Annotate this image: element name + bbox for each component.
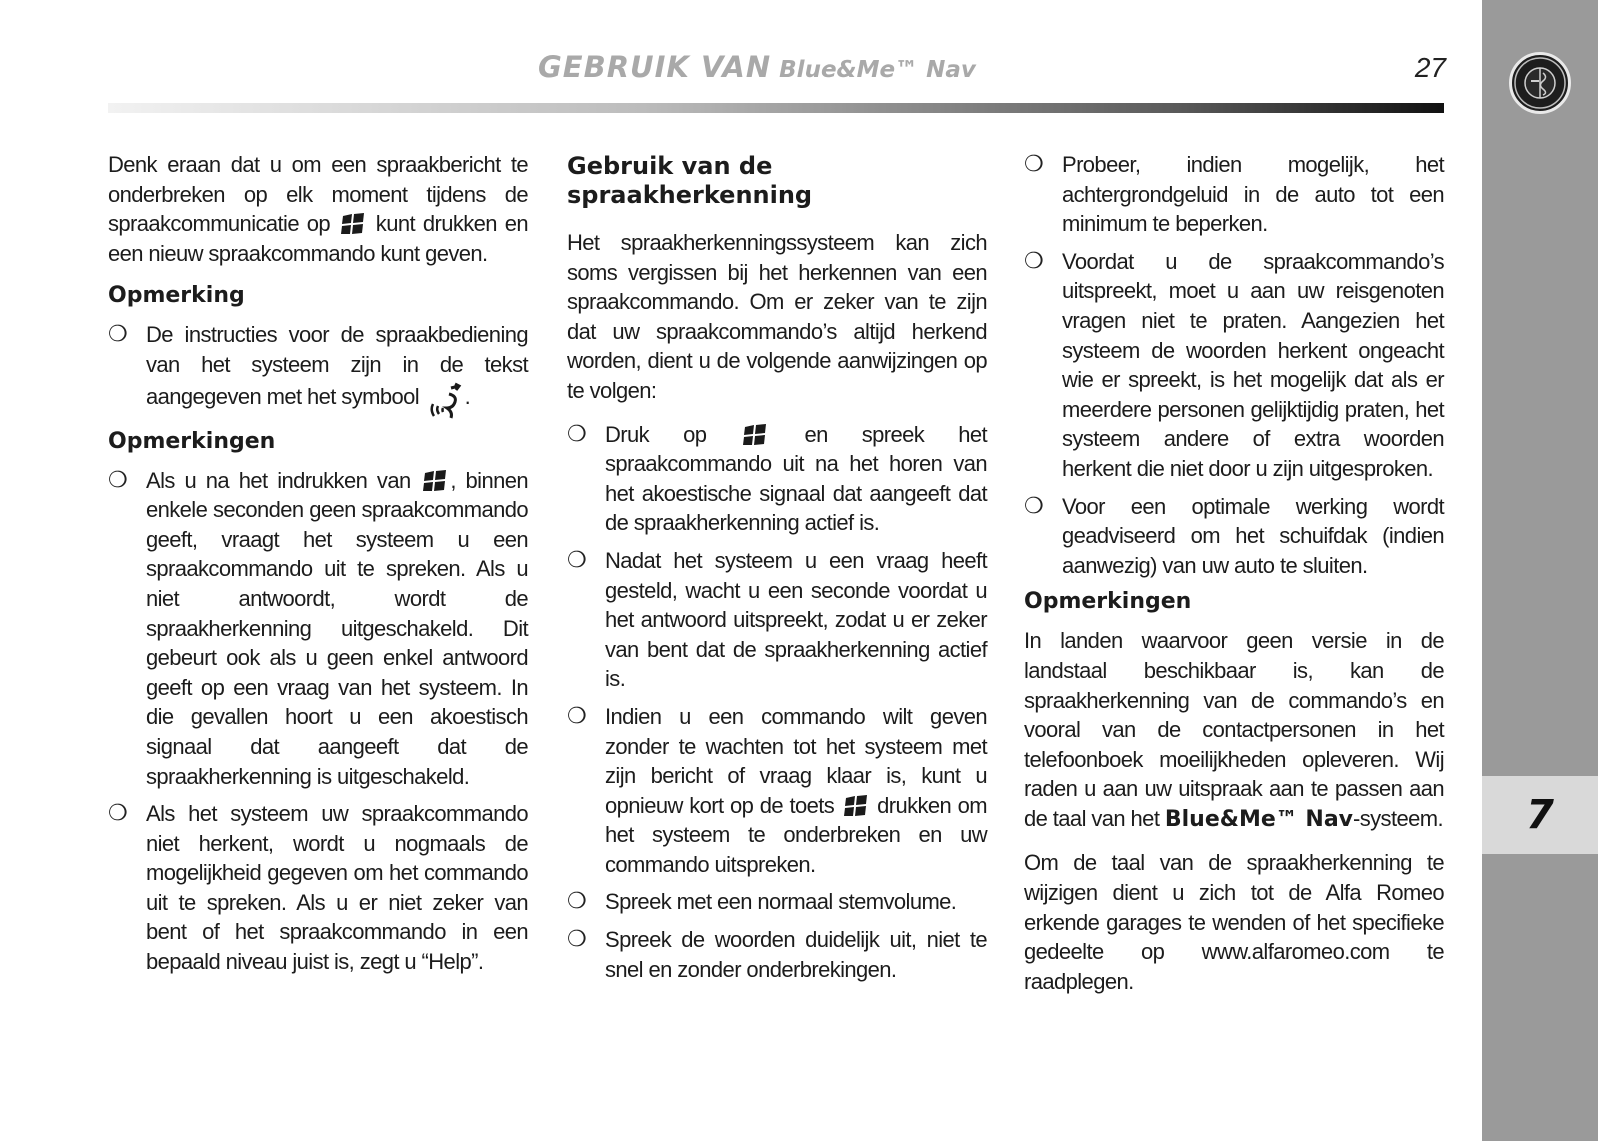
tip6-text: Probeer, indien mogelijk, het achtergrondgeluid in de auto tot een minimum te beperken.	[1062, 152, 1444, 237]
tips-list	[567, 420, 987, 985]
notes-item2-text: Als het systeem uw spraakcommando niet herkent, wordt u nogmaals de mogelijkheid gegeven om het commando uit te spreken. Als u er niet zeker van bent of het spraakcommando in een bepaald niveau juist is, zegt u “Help”.	[146, 801, 528, 975]
header-rule	[108, 103, 1444, 113]
list-item	[567, 925, 987, 984]
language-text: In landen waarvoor geen versie in de landstaal beschikbaar is, kan de spraakherkenning van de commando’s en vooral van de contactpersonen in het telefoonboek moeilijkheden opleveren. Wij raden u aan uw uitspraak aan te passen aan de taal van het	[1024, 628, 1444, 831]
bullet-icon: ❍	[567, 927, 587, 953]
language-text-end: -systeem.	[1353, 805, 1443, 831]
note-item-text: De instructies voor de spraakbediening van het systeem zijn in de tekst aangegeven met het symbool	[146, 322, 528, 409]
bullet-icon: ❍	[1024, 248, 1044, 274]
talk-key-icon	[340, 213, 366, 235]
tip1-after: en spreek het spraakcommando uit na het horen van het akoestische signaal dat aangeeft dat de spraakherkenning actief is.	[605, 421, 988, 536]
notes-list	[108, 466, 528, 977]
notes-item1-before: Als u na het indrukken van	[146, 467, 411, 493]
tip1-before: Druk op	[605, 421, 707, 447]
bullet-icon: ❍	[567, 703, 587, 729]
header-title-main: GEBRUIK VAN	[538, 50, 772, 84]
chapter-tab: 7	[1482, 776, 1598, 854]
alfa-romeo-logo-icon	[1509, 52, 1571, 114]
list-item	[1024, 492, 1444, 581]
bullet-icon: ❍	[108, 467, 128, 493]
tip3-after: drukken om het systeem te onderbreken en uw commando uitspreken.	[605, 792, 988, 877]
notes-heading: Opmerkingen	[108, 428, 276, 454]
list-item	[108, 320, 528, 419]
list-item	[1024, 247, 1444, 484]
column-2	[567, 150, 987, 992]
talk-key-icon	[843, 795, 869, 817]
talk-key-icon	[422, 470, 448, 492]
tip5-text: Spreek de woorden duidelijk uit, niet te snel en zonder onderbrekingen.	[605, 927, 987, 982]
language-paragraph	[1024, 626, 1444, 834]
note-heading: Opmerking	[108, 283, 245, 309]
talk-key-icon	[742, 424, 768, 446]
voice-command-icon	[429, 380, 465, 420]
list-item	[567, 702, 987, 880]
section-intro: Het spraakherkenningssysteem kan zich soms vergissen bij het herkennen van een spraakcommando. Om er zeker van te zijn dat uw spraakcommando’s altijd herkend worden, dient u de volgende aanwijzingen op te volgen:	[567, 230, 987, 403]
bullet-icon: ❍	[1024, 493, 1044, 519]
list-item	[1024, 150, 1444, 239]
section-heading: Gebruik van de spraakherkenning	[567, 152, 813, 209]
notes-item1-after: , binnen enkele seconden geen spraakcommando geeft, vraagt het systeem u een spraakcommando uit te spreken. Als u niet antwoordt, wordt de spraakherkenning uitgeschakeld. Dit gebeurt ook als u geen enkel antwoord geeft op een vraag van het systeem. In die gevallen hoort u een akoestisch signaal dat aangeeft dat de spraakherkenning is uitgeschakeld.	[146, 467, 528, 789]
note-item-end: .	[464, 383, 471, 409]
page-number: 27	[1414, 52, 1446, 83]
tip4-text: Spreek met een normaal stemvolume.	[605, 889, 957, 915]
header-title-product: Blue&Me™ Nav	[779, 57, 976, 83]
bullet-icon: ❍	[567, 889, 587, 915]
list-item	[108, 466, 528, 792]
bullet-icon: ❍	[567, 421, 587, 447]
change-language-paragraph: Om de taal van de spraakherkenning te wijzigen dient u zich tot de Alfa Romeo erkende garages te wenden of het specifieke gedeelte op www.alfaromeo.com te raadplegen.	[1024, 850, 1444, 994]
list-item	[567, 546, 987, 694]
notes-heading-2: Opmerkingen	[1024, 589, 1192, 615]
bullet-icon: ❍	[1024, 152, 1044, 177]
tip7-text: Voordat u de spraakcommando’s uitspreekt, moet u aan uw reisgenoten vragen niet te praten. Aangezien het systeem de woorden herkent ongeacht wie er spreekt, is het mogelijk dat als er meerdere personen gelijktijdig praten, het systeem andere of extra woorden herkent die niet door u zijn uitgesproken.	[1062, 248, 1444, 481]
bullet-icon: ❍	[567, 547, 587, 573]
tip8-text: Voor een optimale werking wordt geadviseerd om het schuifdak (indien aanwezig) van uw auto te sluiten.	[1062, 493, 1444, 578]
intro-paragraph	[108, 150, 528, 268]
brand-name: Blue&Me™ Nav	[1164, 806, 1354, 832]
column-1	[108, 150, 528, 985]
column-3	[1024, 150, 1444, 1010]
intro-text-before: Denk eraan dat u om een spraakbericht te onderbreken op elk moment tijdens de spraakcommunicatie op	[108, 152, 528, 237]
bullet-icon: ❍	[108, 801, 128, 827]
list-item	[567, 887, 987, 917]
bullet-icon: ❍	[108, 322, 128, 348]
list-item	[108, 799, 528, 977]
intro-text-after: kunt drukken en een nieuw spraakcommando kunt geven.	[108, 211, 529, 266]
page-header-title	[538, 50, 976, 90]
note-list	[108, 320, 528, 419]
chapter-sidebar	[1482, 0, 1598, 1141]
tip2-text: Nadat het systeem u een vraag heeft gesteld, wacht u een seconde voordat u het antwoord uitspreekt, zodat u er zeker van bent dat de spraakherkenning actief is.	[605, 547, 987, 692]
list-item	[567, 420, 987, 538]
tip3-before: Indien u een commando wilt geven zonder te wachten tot het systeem met zijn bericht of vraag klaar is, kunt u opnieuw kort op de toets	[605, 703, 987, 818]
tips-list-continued	[1024, 150, 1444, 580]
